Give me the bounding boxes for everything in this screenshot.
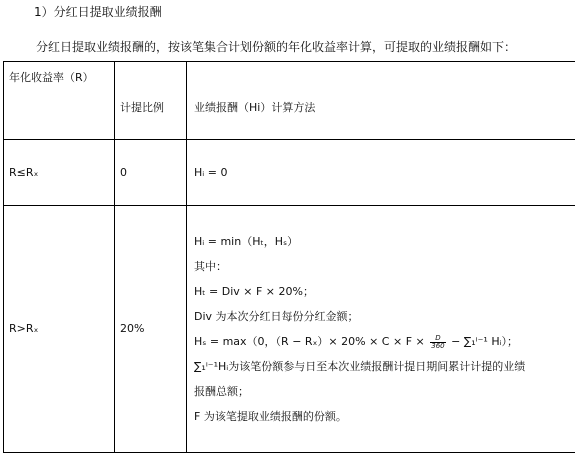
row1-condition: R≤Rₓ (4, 140, 115, 206)
row2-ratio: 20% (115, 206, 187, 453)
fraction-denominator: 360 (431, 341, 445, 350)
table-row (4, 206, 575, 453)
performance-fee-table (3, 61, 575, 453)
header-annualized-return (4, 62, 115, 140)
row1-method: Hᵢ = 0 (187, 140, 575, 206)
header-ratio (115, 62, 187, 140)
formula-hs-part1: Hₛ = max（0，（R − Rₓ）× 20% × C × F × (194, 335, 429, 348)
section-heading: 1）分红日提取业绩报酬 (34, 5, 162, 19)
text-div-definition: Div 为本次分红日每份分红金额； (194, 310, 359, 323)
row2-condition: R>Rₓ (4, 206, 115, 453)
formula-ht: Hₜ = Div × F × 20%； (194, 285, 314, 298)
header-method-label: 业绩报酬（Hi）计算方法 (194, 100, 316, 114)
header-ratio-label: 计提比例 (120, 100, 164, 114)
text-f-definition: F 为该笔提取业绩报酬的份额。 (194, 410, 347, 423)
formula-hs-part2: − ∑₁ⁱ⁻¹ Hᵢ）； (447, 335, 519, 348)
fraction-numerator: D (430, 335, 445, 343)
intro-paragraph: 分红日提取业绩报酬的，按该笔集合计划份额的年化收益率计算，可提取的业绩报酬如下： (36, 40, 517, 54)
row1-ratio: 0 (115, 140, 187, 206)
text-sum-definition-cont: 报酬总额； (194, 385, 249, 398)
header-annualized-return-label: 年化收益率（R） (9, 70, 94, 84)
table-row (4, 140, 575, 206)
text-where: 其中： (194, 260, 227, 273)
text-sum-definition: ∑₁ⁱ⁻¹Hᵢ为该笔份额参与日至本次业绩报酬计提日期间累计计提的业绩 (194, 360, 526, 373)
header-method (187, 62, 575, 140)
formula-hs (194, 329, 575, 354)
row2-method (187, 206, 575, 453)
formula-hi-min: Hᵢ = min（Hₜ，Hₛ） (194, 235, 299, 248)
table-header-row (4, 62, 575, 140)
fraction-d-360 (430, 335, 445, 350)
